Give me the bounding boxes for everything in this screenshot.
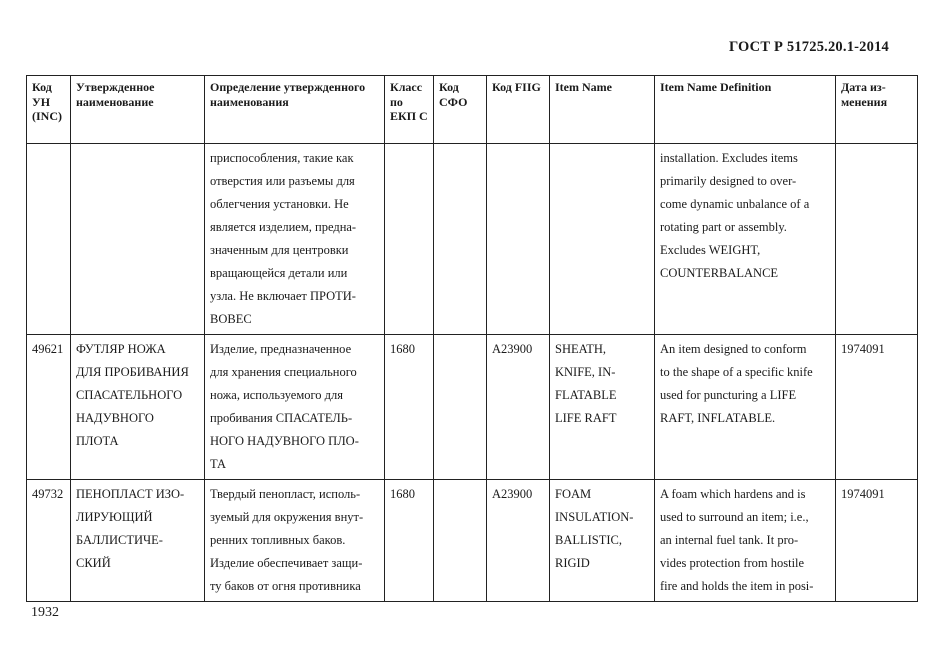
cell-fiig: A23900 [487,480,550,602]
cell-inc: 49732 [27,480,71,602]
col-header-class: Класс по ЕКП С [385,76,434,144]
col-header-item-name: Item Name [550,76,655,144]
cell-item-name: FOAM INSULATION- BALLISTIC, RIGID [550,480,655,602]
cell-definition: приспособления, такие как отверстия или разъемы для облегчения установки. Не является изделием, предна- значенным для центровки вращающейся детали или узла. Не включает ПРОТИ- ВОВЕС [205,144,385,335]
cell-change-date [836,144,918,335]
cell-sfo [434,480,487,602]
col-header-definition: Определение утвержденного наименования [205,76,385,144]
col-header-sfo: Код СФО [434,76,487,144]
cell-inc [27,144,71,335]
cell-approved-name [71,144,205,335]
cell-definition: Изделие, предназначенное для хранения специального ножа, используемого для пробивания СПАСАТЕЛЬ- НОГО НАДУВНОГО ПЛО- ТА [205,335,385,480]
table-row [27,480,918,602]
cell-sfo [434,335,487,480]
cell-class: 1680 [385,335,434,480]
table-row [27,335,918,480]
col-header-approved-name: Утвержденное наименование [71,76,205,144]
cell-fiig: A23900 [487,335,550,480]
table-header-row [27,76,918,144]
col-header-item-definition: Item Name Definition [655,76,836,144]
cell-change-date: 1974091 [836,335,918,480]
cell-item-definition: A foam which hardens and is used to surround an item; i.e., an internal fuel tank. It pro- vides protection from hostile fire and holds the item in posi- [655,480,836,602]
col-header-inc: Код УН (INC) [27,76,71,144]
cell-class [385,144,434,335]
cell-class: 1680 [385,480,434,602]
catalog-table [26,75,918,602]
page-number: 1932 [31,605,59,620]
cell-change-date: 1974091 [836,480,918,602]
col-header-fiig: Код FIIG [487,76,550,144]
col-header-change-date: Дата из-менения [836,76,918,144]
cell-approved-name: ПЕНОПЛАСТ ИЗО- ЛИРУЮЩИЙ БАЛЛИСТИЧЕ- СКИЙ [71,480,205,602]
cell-definition: Твердый пенопласт, исполь- зуемый для окружения внут- ренних топливных баков. Изделие обеспечивает защи- ту баков от огня противника [205,480,385,602]
cell-item-definition: An item designed to conform to the shape of a specific knife used for puncturing a LIFE RAFT, INFLATABLE. [655,335,836,480]
document-code: ГОСТ Р 51725.20.1-2014 [728,39,889,55]
cell-item-name: SHEATH, KNIFE, IN- FLATABLE LIFE RAFT [550,335,655,480]
cell-item-definition: installation. Excludes items primarily designed to over- come dynamic unbalance of a rotating part or assembly. Excludes WEIGHT, COUNTERBALANCE [655,144,836,335]
cell-fiig [487,144,550,335]
cell-inc: 49621 [27,335,71,480]
cell-approved-name: ФУТЛЯР НОЖА ДЛЯ ПРОБИВАНИЯ СПАСАТЕЛЬНОГО НАДУВНОГО ПЛОТА [71,335,205,480]
cell-item-name [550,144,655,335]
table-row [27,144,918,335]
cell-sfo [434,144,487,335]
